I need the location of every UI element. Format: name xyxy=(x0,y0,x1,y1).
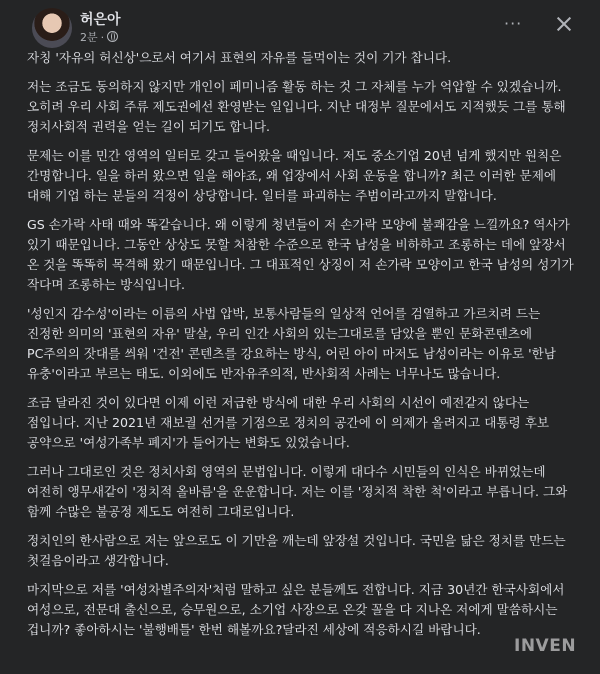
post-paragraph: 마지막으로 저를 '여성차별주의자'처럼 말하고 싶은 분들께도 전합니다. 지금 30년간 한국사회에서 여성으로, 전문대 출신으로, 승무원으로, 소기업 사장으로 온갖 꼴을 다 지나온 저에게 말씀하시는 겁니까? 좋아하시는 '불행배틀' 한번 해볼까요?달라진 세상에 적응하시길 바랍니다. xyxy=(27,582,565,637)
post-body xyxy=(27,48,579,649)
post-paragraph: 그러나 그대로인 것은 정치사회 영역의 문법입니다. 이렇게 대다수 시민들의 인식은 바뀌었는데 여전히 앵무새같이 '정치적 올바름'을 운운합니다. 저는 이를 '정치적 착한 척'이라고 부릅니다. 그와 함께 수많은 불공정 제도도 여전히 그대로입니다. xyxy=(27,464,568,519)
close-icon[interactable] xyxy=(550,10,578,38)
post-paragraph: 저는 조금도 동의하지 않지만 개인이 페미니즘 활동 하는 것 그 자체를 누가 억압할 수 있겠습니까. 오히려 우리 사회 주류 제도권에선 환영받는 일입니다. 지난 대정부 질문에서도 지적했듯 그를 통해 정치사회적 권력을 얻는 길이 되기도 합니다. xyxy=(27,79,566,134)
inven-watermark: INVEN xyxy=(514,636,577,656)
post-header xyxy=(24,8,576,48)
post-paragraph: 문제는 이를 민간 영역의 일터로 갖고 들어왔을 때입니다. 저도 중소기업 20년 넘게 했지만 원칙은 간명합니다. 일을 하러 왔으면 일을 해야죠, 왜 업장에서 사회 운동을 합니까? 최근 이러한 문제에 대해 기업 하는 분들의 걱정이 상당합니다. 일터를 파괴하는 주범이라고까지 말합니다. xyxy=(27,148,562,203)
globe-icon xyxy=(107,31,118,42)
author-name[interactable]: 허은아 xyxy=(80,12,121,28)
more-icon[interactable]: ··· xyxy=(504,14,523,33)
meta-separator: · xyxy=(100,31,105,44)
post-paragraph: 조금 달라진 것이 있다면 이제 이런 저급한 방식에 대한 우리 사회의 시선이 예전같지 않다는 점입니다. 지난 2021년 재보궐 선거를 기점으로 정치의 공간에 이 의제가 올려지고 대통령 후보 공약으로 '여성가족부 폐지'가 들어가는 변화도 있었습니다. xyxy=(27,395,550,450)
avatar[interactable] xyxy=(32,8,72,48)
post-paragraph: GS 손가락 사태 때와 똑같습니다. 왜 이렇게 청년들이 저 손가락 모양에 불쾌감을 느낄까요? 역사가 있기 때문입니다. 그동안 상상도 못할 처참한 수준으로 한국 남성을 비하하고 조롱하는 데에 앞장서 온 것을 똑똑히 목격해 왔기 때문입니다. 그 대표적인 상징이 저 손가락 모양이고 한국 남성의 성기가 작다며 조롱하는 방식입니다. xyxy=(27,217,574,292)
post-meta xyxy=(80,29,118,45)
post-paragraph: 정치인의 한사람으로 저는 앞으로도 이 기만을 깨는데 앞장설 것입니다. 국민을 닮은 정치를 만드는 첫걸음이라고 생각합니다. xyxy=(27,533,566,568)
post-paragraph: 자칭 '자유의 허신상'으로서 여기서 표현의 자유를 들먹이는 것이 기가 찹니다. xyxy=(27,50,452,65)
post-time[interactable]: 2분 xyxy=(80,31,98,44)
post-paragraph: '성인지 감수성'이라는 이름의 사법 압박, 보통사람들의 일상적 언어를 검열하고 가르치려 드는 진정한 의미의 '표현의 자유' 말살, 우리 인간 사회의 있는그대로를 담았을 뿐인 문화콘텐츠에 PC주의의 잣대를 씌워 '건전' 콘텐츠를 강요하는 방식, 어린 아이 마저도 남성이라는 이유로 '한남 유충'이라고 부르는 태도. 이외에도 반자유주의적, 반사회적 사례는 너무나도 많습니다. xyxy=(27,306,556,381)
